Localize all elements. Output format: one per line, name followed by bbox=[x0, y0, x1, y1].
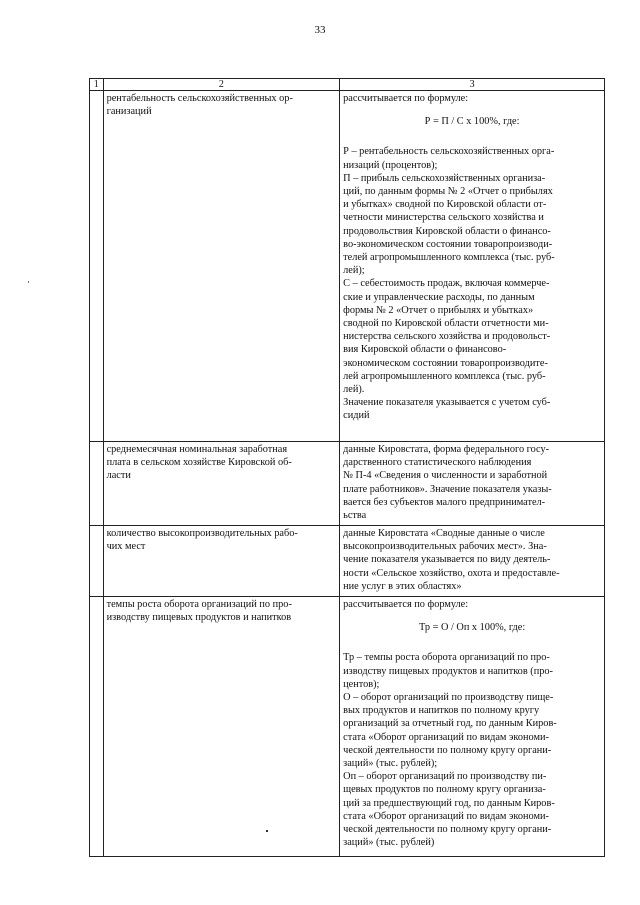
header-cell-3: 3 bbox=[340, 79, 605, 91]
table-header-row bbox=[90, 79, 605, 91]
page-number: 33 bbox=[314, 24, 326, 36]
note-text: Значение показателя указывается с учетом суб- сидий bbox=[343, 397, 551, 422]
indicator-name: количество высокопроизводительных рабо- чих мест bbox=[106, 528, 298, 553]
header-cell-2: 2 bbox=[103, 79, 340, 91]
data-source-text: данные Кировстата, форма федерального госу- дарственного статистического наблюдения № П-4 «Сведения о численности и заработной плате работников». Значение показателя указы- вается без субъектов малого предпринимател- ьства bbox=[343, 444, 552, 522]
indicator-name-cell bbox=[103, 91, 340, 442]
formula-term: Р – рентабельность сельскохозяйственных орга- низаций (процентов); bbox=[343, 146, 555, 171]
formula-term: О – оборот организаций по производству пище- вых продуктов и напитков по полному кругу организаций за отчетный год, по данным Киров- стата «Оборот организаций по видам экономи- ческой деятельности по полному кругу органи- заций» (тыс. рублей); bbox=[343, 692, 557, 770]
table-row bbox=[90, 597, 605, 857]
indicator-table bbox=[89, 78, 605, 857]
indicator-name-cell bbox=[103, 597, 340, 857]
row-number-cell bbox=[90, 597, 104, 857]
indicator-name: темпы роста оборота организаций по про- изводству пищевых продуктов и напитков bbox=[106, 599, 292, 624]
scan-mark bbox=[28, 281, 29, 283]
table-row bbox=[90, 442, 605, 526]
formula-term: П – прибыль сельскохозяйственных организа- ций, по данным формы № 2 «Отчет о прибылях и убытках» сводной по Кировской области от- четности министерства сельского хозяйства и продовольствия Кировской области о финансо- во-экономическом состоянии товаропроизводи- телей агропромышленного комплекса (тыс. руб- лей); bbox=[343, 172, 555, 277]
formula: Тр = О / Оп х 100%, где: bbox=[418, 622, 526, 634]
formula-intro: рассчитывается по формуле: bbox=[343, 599, 469, 610]
indicator-name-cell bbox=[103, 442, 340, 526]
indicator-name: среднемесячная номинальная заработная плата в сельском хозяйстве Кировской об- ласти bbox=[106, 444, 292, 482]
row-number-cell bbox=[90, 91, 104, 442]
calculation-cell bbox=[340, 442, 605, 526]
table-row bbox=[90, 91, 605, 442]
header-cell-1: 1 bbox=[90, 79, 104, 91]
formula-term: С – себестоимость продаж, включая коммерче- ские и управленческие расходы, по данным формы № 2 «Отчет о прибылях и убытках» сводной по Кировской области отчетности ми- нистерства сельского хозяйства и продовольст- вия Кировской области о финансово- экономическом состоянии товаропроизводите- лей агропромышленного комплекса (тыс. руб- лей). bbox=[343, 278, 551, 396]
calculation-cell bbox=[340, 597, 605, 857]
indicator-name-cell bbox=[103, 526, 340, 597]
formula: Р = П / С х 100%, где: bbox=[424, 116, 520, 128]
calculation-cell bbox=[340, 91, 605, 442]
formula-term: Тр – темпы роста оборота организаций по про- изводству пищевых продуктов и напитков (про- центов); bbox=[343, 652, 553, 690]
calculation-cell bbox=[340, 526, 605, 597]
table-row bbox=[90, 526, 605, 597]
row-number-cell bbox=[90, 526, 104, 597]
formula-term: Оп – оборот организаций по производству пи- щевых продуктов по полному кругу организа- ций за предшествующий год, по данным Киров- стата «Оборот организаций по видам экономи- ческой деятельности по полному кругу органи- заций» (тыс. рублей) bbox=[343, 771, 555, 849]
indicator-name: рентабельность сельскохозяйственных ор- ганизаций bbox=[106, 93, 293, 118]
formula-intro: рассчитывается по формуле: bbox=[343, 93, 469, 104]
row-number-cell bbox=[90, 442, 104, 526]
data-source-text: данные Кировстата «Сводные данные о числе высокопроизводительных рабочих мест». Зна- чение показателя указывается по виду деятель- ности «Сельское хозяйство, охота и предоставле- ние услуг в этих областях» bbox=[343, 528, 560, 592]
